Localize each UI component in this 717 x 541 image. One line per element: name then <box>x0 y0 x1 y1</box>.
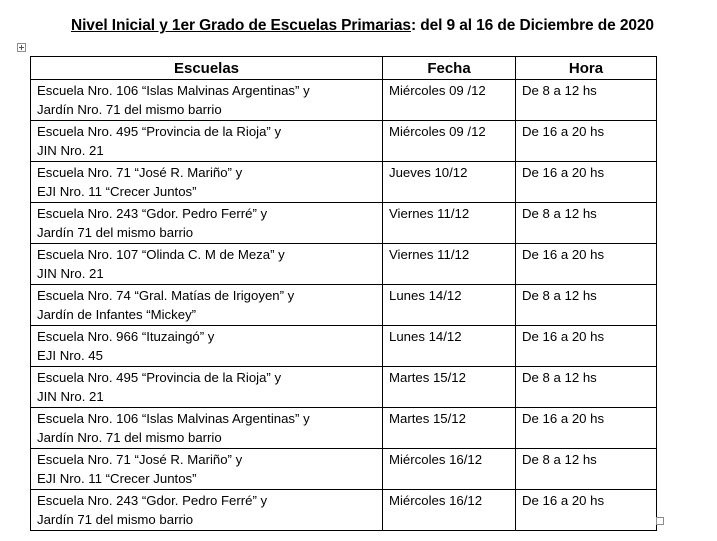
table-row <box>31 285 657 326</box>
header-date[interactable]: Fecha <box>383 57 516 80</box>
header-time[interactable]: Hora <box>516 57 657 80</box>
school-cell[interactable] <box>31 121 383 162</box>
table-row <box>31 203 657 244</box>
date-cell[interactable]: Viernes 11/12 <box>383 244 516 285</box>
date-cell[interactable]: Miércoles 16/12 <box>383 449 516 490</box>
time-cell[interactable]: De 16 a 20 hs <box>516 121 657 162</box>
school-name: Escuela Nro. 243 “Gdor. Pedro Ferré” y <box>37 206 268 221</box>
table-row <box>31 326 657 367</box>
school-cell[interactable] <box>31 80 383 121</box>
school-kindergarten: Jardín Nro. 71 del mismo barrio <box>37 430 222 445</box>
school-kindergarten: Jardín 71 del mismo barrio <box>37 512 194 527</box>
schedule-table <box>30 56 657 531</box>
school-cell[interactable] <box>31 162 383 203</box>
time-cell[interactable]: De 8 a 12 hs <box>516 367 657 408</box>
table-row <box>31 367 657 408</box>
date-cell[interactable]: Jueves 10/12 <box>383 162 516 203</box>
time-cell[interactable]: De 16 a 20 hs <box>516 162 657 203</box>
date-cell[interactable]: Lunes 14/12 <box>383 326 516 367</box>
time-cell[interactable]: De 8 a 12 hs <box>516 285 657 326</box>
school-cell[interactable] <box>31 449 383 490</box>
school-name: Escuela Nro. 966 “Ituzaingó” y <box>37 329 215 344</box>
document-title-main: Nivel Inicial y 1er Grado de Escuelas Primarias <box>71 17 411 34</box>
table-resize-handle-icon[interactable] <box>656 517 664 525</box>
table-row <box>31 162 657 203</box>
school-kindergarten: Jardín de Infantes “Mickey” <box>37 307 197 322</box>
table-row <box>31 121 657 162</box>
school-name: Escuela Nro. 74 “Gral. Matías de Irigoyen” y <box>37 288 295 303</box>
document-title <box>71 17 711 35</box>
date-cell[interactable]: Martes 15/12 <box>383 408 516 449</box>
date-cell[interactable]: Miércoles 09 /12 <box>383 80 516 121</box>
school-cell[interactable] <box>31 490 383 531</box>
school-kindergarten: JIN Nro. 21 <box>37 266 104 281</box>
time-cell[interactable]: De 8 a 12 hs <box>516 80 657 121</box>
school-name: Escuela Nro. 495 “Provincia de la Rioja” y <box>37 370 282 385</box>
school-cell[interactable] <box>31 203 383 244</box>
school-kindergarten: Jardín 71 del mismo barrio <box>37 225 194 240</box>
school-name: Escuela Nro. 106 “Islas Malvinas Argentinas” y <box>37 83 310 98</box>
time-cell[interactable]: De 16 a 20 hs <box>516 490 657 531</box>
school-name: Escuela Nro. 107 “Olinda C. M de Meza” y <box>37 247 285 262</box>
date-cell[interactable]: Viernes 11/12 <box>383 203 516 244</box>
school-kindergarten: EJI Nro. 11 “Crecer Juntos” <box>37 184 197 199</box>
school-kindergarten: EJI Nro. 45 <box>37 348 103 363</box>
time-cell[interactable]: De 8 a 12 hs <box>516 203 657 244</box>
table-move-handle-icon[interactable] <box>17 43 26 52</box>
school-cell[interactable] <box>31 244 383 285</box>
school-name: Escuela Nro. 495 “Provincia de la Rioja” y <box>37 124 282 139</box>
school-cell[interactable] <box>31 326 383 367</box>
date-cell[interactable]: Martes 15/12 <box>383 367 516 408</box>
table-row <box>31 490 657 531</box>
date-cell[interactable]: Lunes 14/12 <box>383 285 516 326</box>
time-cell[interactable]: De 8 a 12 hs <box>516 449 657 490</box>
school-kindergarten: EJI Nro. 11 “Crecer Juntos” <box>37 471 197 486</box>
school-name: Escuela Nro. 71 “José R. Mariño” y <box>37 165 243 180</box>
date-cell[interactable]: Miércoles 16/12 <box>383 490 516 531</box>
school-kindergarten: JIN Nro. 21 <box>37 143 104 158</box>
table-row <box>31 80 657 121</box>
school-kindergarten: Jardín Nro. 71 del mismo barrio <box>37 102 222 117</box>
table-header-row <box>31 57 657 80</box>
school-cell[interactable] <box>31 408 383 449</box>
school-cell[interactable] <box>31 285 383 326</box>
time-cell[interactable]: De 16 a 20 hs <box>516 326 657 367</box>
document-title-dates: : del 9 al 16 de Diciembre de 2020 <box>410 17 654 34</box>
table-row <box>31 408 657 449</box>
table-row <box>31 244 657 285</box>
time-cell[interactable]: De 16 a 20 hs <box>516 244 657 285</box>
school-name: Escuela Nro. 106 “Islas Malvinas Argentinas” y <box>37 411 310 426</box>
date-cell[interactable]: Miércoles 09 /12 <box>383 121 516 162</box>
header-schools[interactable]: Escuelas <box>31 57 383 80</box>
school-name: Escuela Nro. 71 “José R. Mariño” y <box>37 452 243 467</box>
table-row <box>31 449 657 490</box>
school-kindergarten: JIN Nro. 21 <box>37 389 104 404</box>
time-cell[interactable]: De 16 a 20 hs <box>516 408 657 449</box>
school-cell[interactable] <box>31 367 383 408</box>
school-name: Escuela Nro. 243 “Gdor. Pedro Ferré” y <box>37 493 268 508</box>
